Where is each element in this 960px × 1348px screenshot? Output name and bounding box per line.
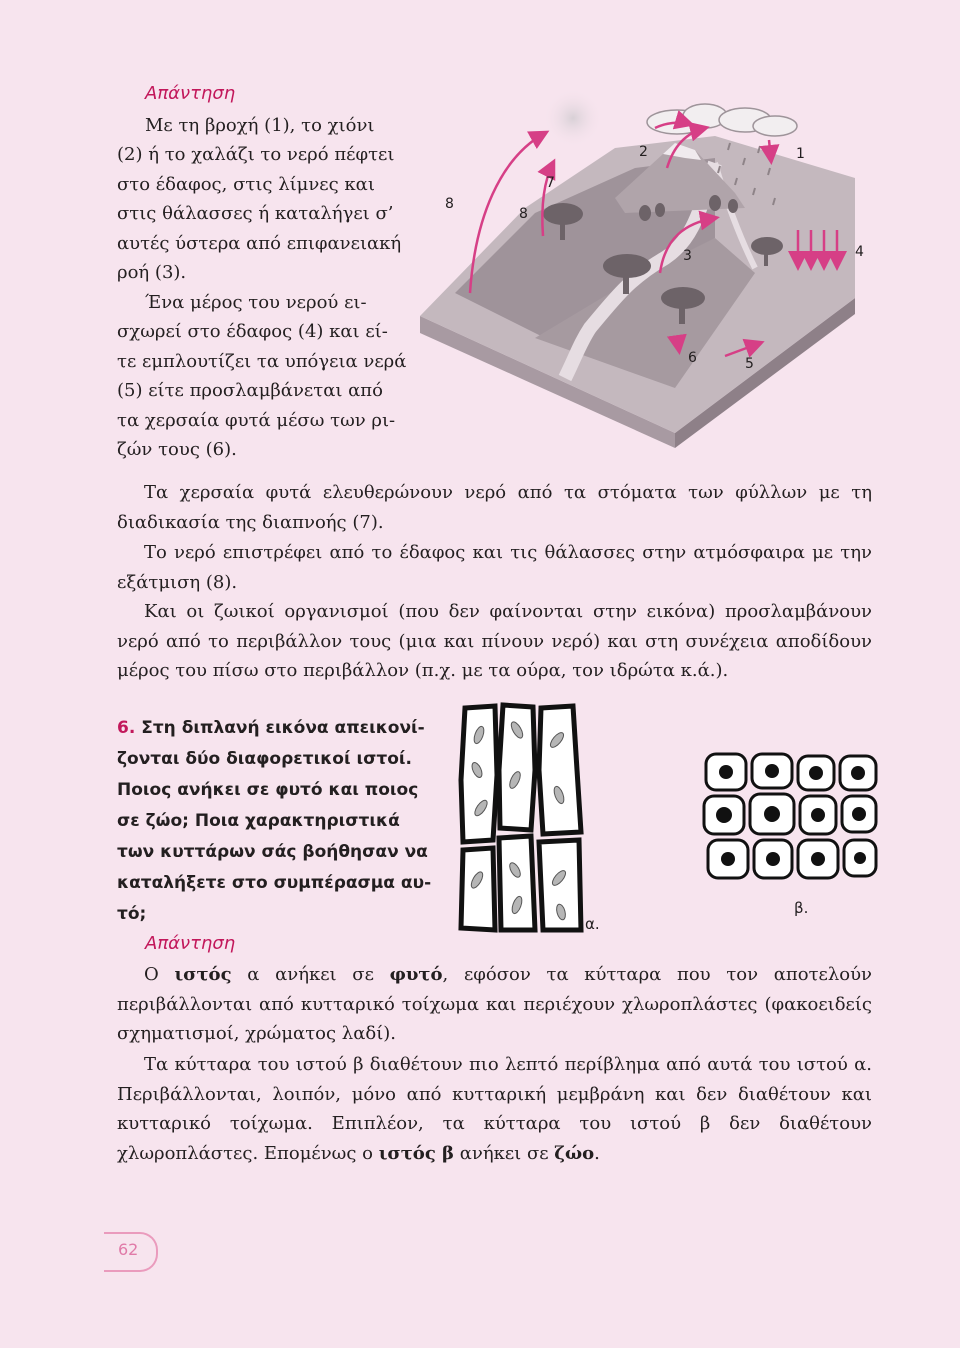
answer-2-paragraph-1 (117, 960, 872, 1049)
diagram-label-1: 1 (796, 146, 805, 162)
answer-text: , εφόσον τα κύτταρα που τον αποτελούν περιβάλλονται από κυτταρικό τοίχωμα και περιέχουν χλωροπλάστες (φακοειδείς σχηματισμοί, χρώματος λαδί). (117, 964, 872, 1044)
diagram-label-4: 4 (855, 244, 864, 260)
intro-line: Με τη βροχή (1), το χιόνι (145, 115, 375, 136)
intro-line: ροή (3). (117, 262, 187, 283)
animal-tissue-figure (700, 750, 880, 885)
question-line: ζονται δύο διαφορετικοί ιστοί. (117, 749, 412, 769)
answer-text-bold: ιστός (174, 964, 232, 985)
animals-paragraph: Και οι ζωικοί οργανισμοί (που δεν φαίνονται στην εικόνα) προσλαμβάνουν νερό από το περιβάλλον τους (μια και πίνουν νερό) και στη συνέχεια αποδίδουν μέρος του πίσω στο περιβάλλον (π.χ. με τα ούρα, τον ιδρώτα κ.ά.). (117, 601, 872, 681)
intro-line: (5) είτε προσλαμβάνεται από (117, 380, 383, 401)
intro-line: στις θάλασσες ή καταλήγει σ’ (117, 203, 394, 224)
question-line: Ποιος ανήκει σε φυτό και ποιος (117, 780, 419, 800)
diagram-label-8a: 8 (445, 196, 454, 212)
intro-line: (2) ή το χαλάζι το νερό πέφτει (117, 144, 395, 165)
answer-text: Ο (144, 964, 175, 985)
question-line: καταλήξετε στο συμπέρασμα αυ- (117, 873, 432, 893)
answer-label: Απάντηση (145, 83, 236, 104)
water-cycle-diagram (415, 88, 875, 448)
answer-text: Τα κύτταρα του ιστού β διαθέτουν πιο λεπτό περίβλημα από αυτά του ιστού α. Περιβάλλονται, λοιπόν, μόνο από κυτταρική μεμβράνη και δεν διαθέτουν και κυτταρικό τοίχωμα. Επιπλέον, τα κύτταρα του ιστού β δεν διαθέτουν χλωροπλάστες. Επομένως ο (117, 1054, 872, 1164)
tissue-label-b: β. (794, 899, 809, 917)
question-number: 6. (117, 718, 136, 738)
water-cycle-illustration (415, 88, 875, 448)
tissue-label-a: α. (585, 915, 600, 933)
evaporation-paragraph: Το νερό επιστρέφει από το έδαφος και τις θάλασσες στην ατμόσφαιρα με την εξάτμιση (8). (117, 542, 872, 593)
diagram-label-7: 7 (546, 175, 555, 191)
question-6 (117, 713, 437, 930)
question-line: τό; (117, 904, 147, 924)
answer-text-bold: ζώο (554, 1142, 595, 1164)
plant-tissue-figure (455, 700, 595, 935)
diagram-label-5: 5 (745, 356, 754, 372)
intro-line: αυτές ύστερα από επιφανειακή (117, 233, 402, 254)
animal-tissue-illustration (700, 750, 880, 885)
diagram-label-6: 6 (688, 350, 697, 366)
plant-tissue-illustration (455, 700, 595, 935)
question-line: των κυττάρων σάς βοήθησαν να (117, 842, 428, 862)
transpiration-paragraph: Τα χερσαία φυτά ελευθερώνουν νερό από τα στόματα των φύλλων με τη διαδικασία της διαπνοής (7). (117, 482, 872, 533)
diagram-label-3: 3 (683, 248, 692, 264)
answer-text-bold: φυτό (389, 964, 443, 985)
intro-line: σχωρεί στο έδαφος (4) και εί- (117, 321, 388, 342)
answer-2-paragraph-2 (117, 1050, 872, 1168)
question-line: σε ζώο; Ποια χαρακτηριστικά (117, 811, 400, 831)
intro-line: Ένα μέρος του νερού ει- (145, 292, 367, 313)
sun-icon (543, 88, 603, 148)
answer-label: Απάντηση (145, 933, 236, 954)
diagram-label-8b: 8 (519, 206, 528, 222)
answer-text: . (594, 1142, 600, 1164)
diagram-label-2: 2 (639, 144, 648, 160)
intro-line: τε εμπλουτίζει τα υπόγεια νερά (117, 351, 407, 372)
answer-text: α ανήκει σε (231, 964, 390, 985)
question-line: Στη διπλανή εικόνα απεικονί- (141, 718, 425, 738)
page-number: 62 (118, 1240, 139, 1259)
intro-line: τα χερσαία φυτά μέσω των ρι- (117, 410, 396, 431)
answer-text: ανήκει σε (454, 1142, 555, 1164)
intro-line: στο έδαφος, στις λίμνες και (117, 174, 375, 195)
intro-line: ζών τους (6). (117, 439, 237, 460)
answer-text-bold: ιστός β (378, 1142, 454, 1164)
